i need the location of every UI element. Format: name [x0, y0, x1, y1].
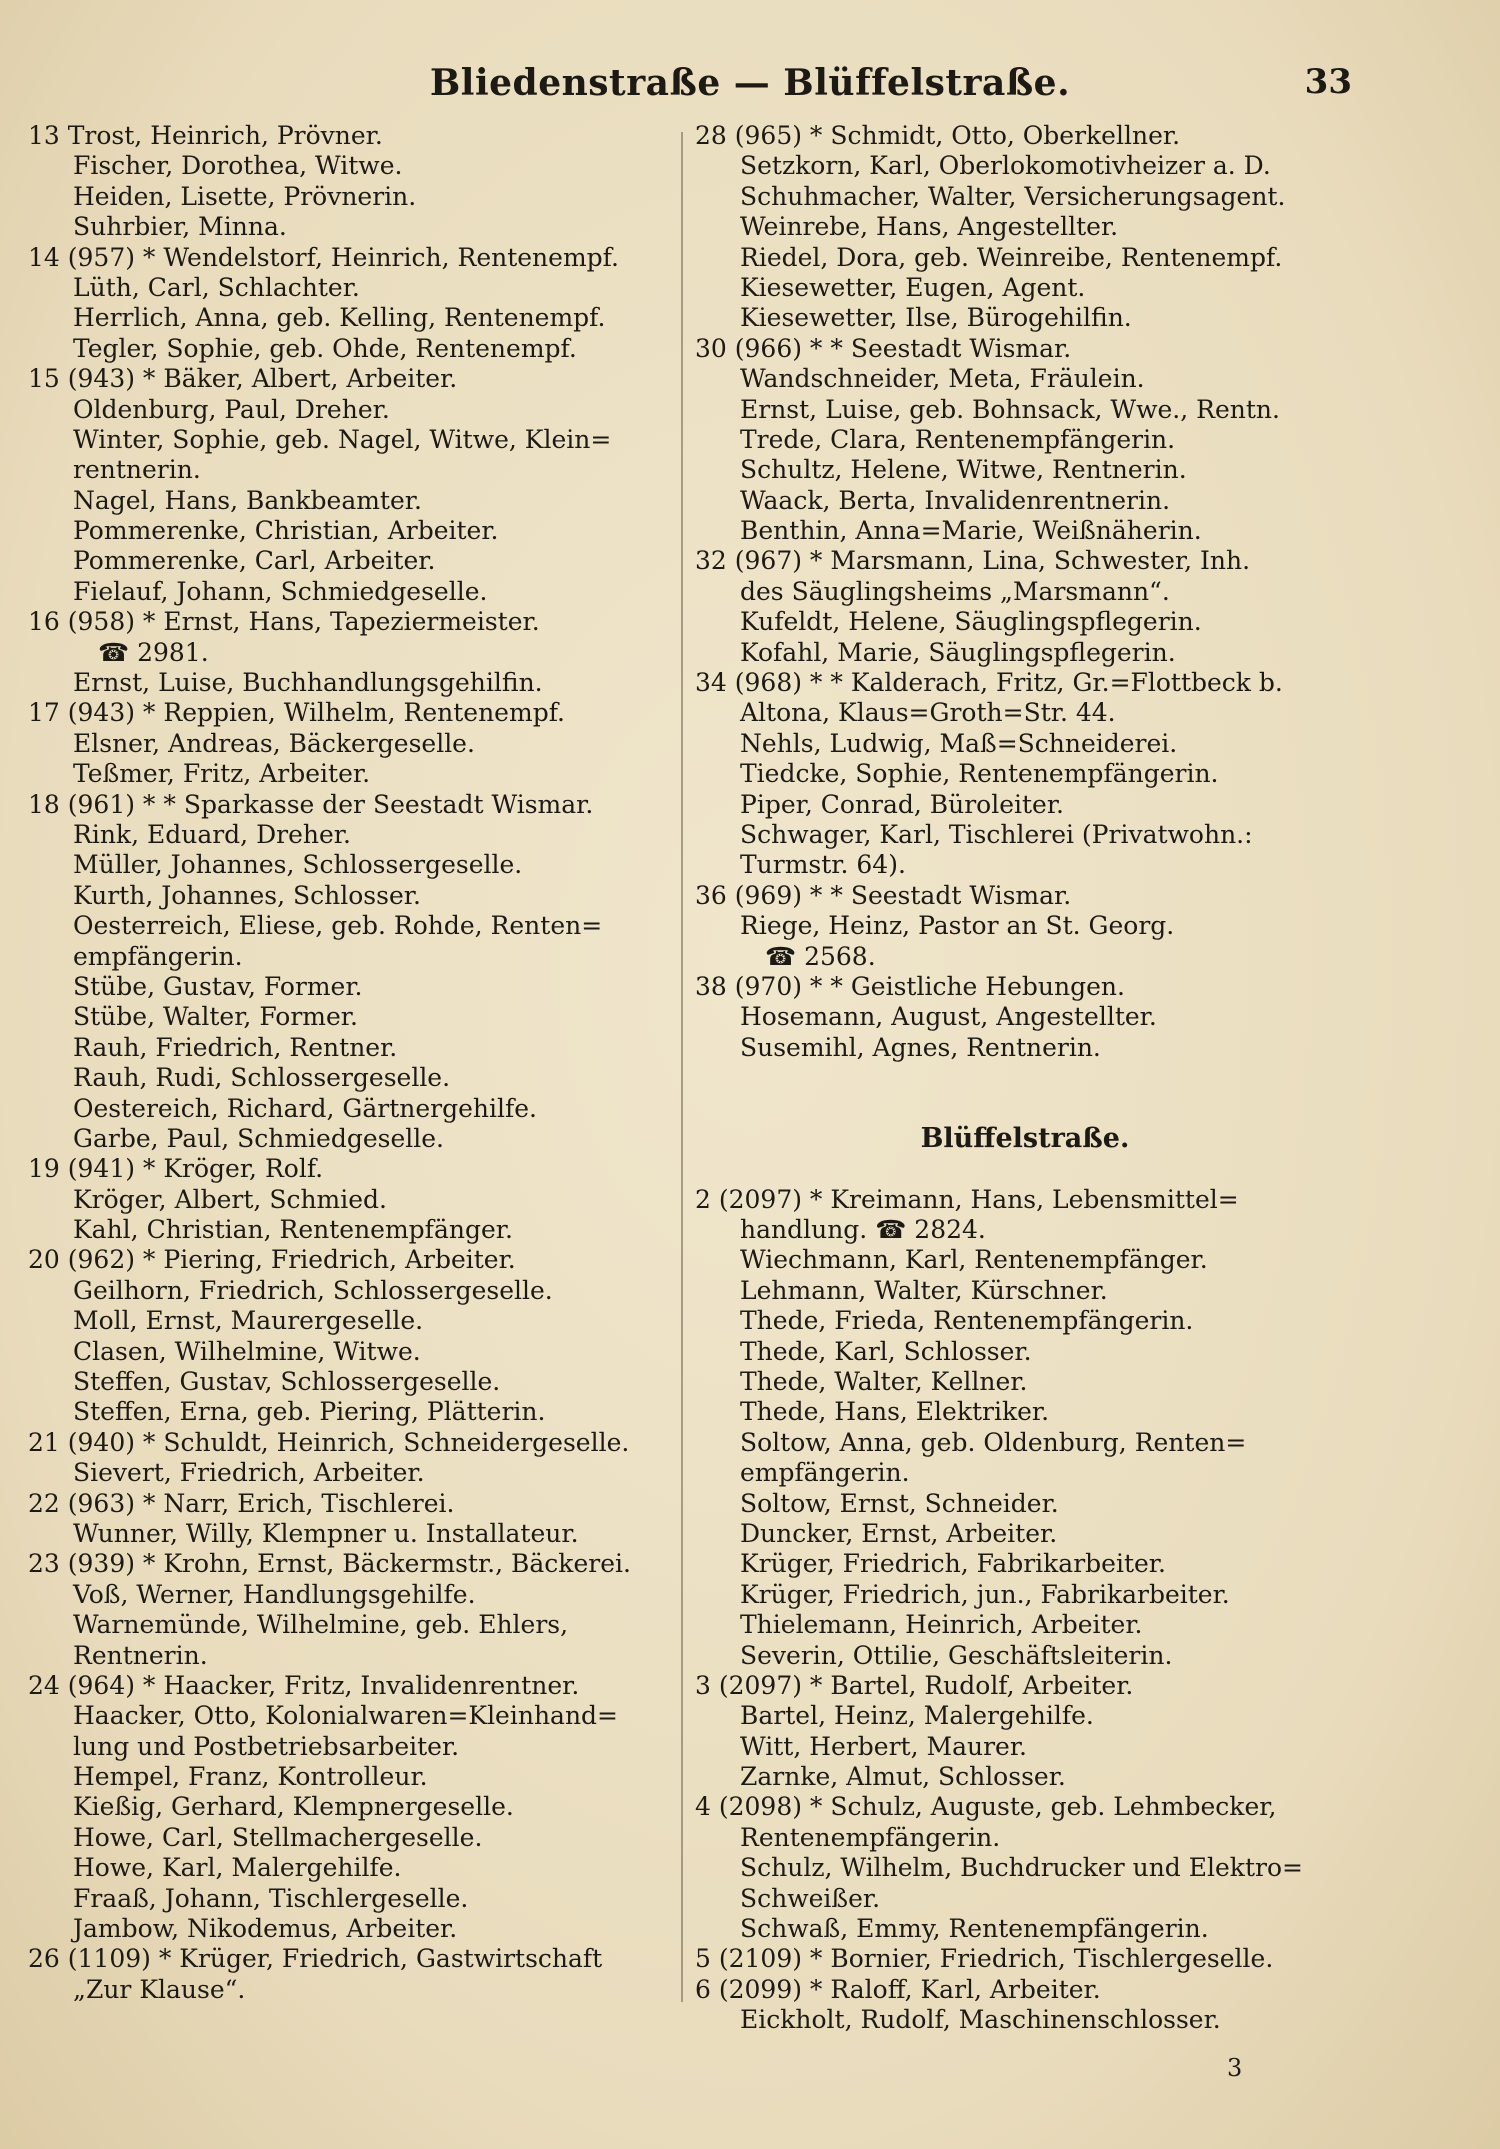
house-entry-line: 28 (965) * Schmidt, Otto, Oberkellner. [695, 121, 1181, 150]
resident-line: Turmstr. 64). [740, 850, 906, 880]
resident-line: Moll, Ernst, Maurergeselle. [73, 1306, 424, 1336]
resident-line: ☎ 2981. [98, 637, 209, 667]
house-entry-line: 21 (940) * Schuldt, Heinrich, Schneidergeselle. [28, 1427, 630, 1457]
resident-line: Lüth, Carl, Schlachter. [73, 272, 360, 302]
resident-line: Riege, Heinz, Pastor an St. Georg. [740, 911, 1175, 941]
resident-line: Kufeldt, Helene, Säuglingspflegerin. [740, 607, 1202, 637]
resident-line: Schweißer. [740, 1883, 881, 1913]
resident-line: Stübe, Walter, Former. [73, 1002, 358, 1032]
house-entry-line: 19 (941) * Kröger, Rolf. [28, 1154, 324, 1184]
resident-line: Piper, Conrad, Büroleiter. [740, 789, 1064, 819]
resident-line: Müller, Johannes, Schlossergeselle. [73, 850, 523, 880]
resident-line: Krüger, Friedrich, Fabrikarbeiter. [740, 1549, 1166, 1579]
resident-line: Thede, Walter, Kellner. [740, 1367, 1028, 1397]
house-entry-line: 3 (2097) * Bartel, Rudolf, Arbeiter. [695, 1670, 1134, 1700]
resident-line: Zarnke, Almut, Schlosser. [740, 1762, 1066, 1792]
resident-line: Thielemann, Heinrich, Arbeiter. [740, 1610, 1143, 1640]
resident-line: Tiedcke, Sophie, Rentenempfängerin. [740, 759, 1219, 789]
resident-line: Altona, Klaus=Groth=Str. 44. [740, 698, 1116, 728]
resident-line: Kießig, Gerhard, Klempnergeselle. [73, 1792, 514, 1822]
resident-line: Kofahl, Marie, Säuglingspflegerin. [740, 637, 1176, 667]
resident-line: Fraaß, Johann, Tischlergeselle. [73, 1883, 469, 1913]
resident-line: Kahl, Christian, Rentenempfänger. [73, 1215, 513, 1245]
resident-line: Winter, Sophie, geb. Nagel, Witwe, Klein= [73, 424, 612, 454]
resident-line: Kiesewetter, Ilse, Bürogehilfin. [740, 303, 1132, 333]
house-entry-line: 2 (2097) * Kreimann, Hans, Lebensmittel= [695, 1184, 1239, 1214]
resident-line: Lehmann, Walter, Kürschner. [740, 1275, 1108, 1305]
resident-line: Soltow, Ernst, Schneider. [740, 1488, 1059, 1518]
resident-line: Kurth, Johannes, Schlosser. [73, 880, 421, 910]
house-entry-line: 20 (962) * Piering, Friedrich, Arbeiter. [28, 1245, 516, 1275]
resident-line: Rentenempfängerin. [740, 1822, 1001, 1852]
resident-line: handlung. ☎ 2824. [740, 1215, 986, 1245]
house-entry-line: 15 (943) * Bäker, Albert, Arbeiter. [28, 364, 458, 394]
house-entry-line: 18 (961) * * Sparkasse der Seestadt Wismar. [28, 789, 594, 819]
house-entry-line: 14 (957) * Wendelstorf, Heinrich, Rentenempf. [28, 242, 619, 272]
resident-line: Teßmer, Fritz, Arbeiter. [73, 759, 371, 789]
house-entry-line: 34 (968) * * Kalderach, Fritz, Gr.=Flottbeck b. [695, 668, 1283, 698]
resident-line: Steffen, Gustav, Schlossergeselle. [73, 1367, 501, 1397]
resident-line: Nagel, Hans, Bankbeamter. [73, 485, 422, 515]
house-entry-line: 32 (967) * Marsmann, Lina, Schwester, Inh. [695, 546, 1251, 576]
resident-line: des Säuglingsheims „Marsmann“. [740, 576, 1170, 606]
resident-line: Bartel, Heinz, Malergehilfe. [740, 1701, 1094, 1731]
resident-line: Kiesewetter, Eugen, Agent. [740, 272, 1086, 302]
resident-line: Warnemünde, Wilhelmine, geb. Ehlers, [73, 1610, 569, 1640]
resident-line: Trede, Clara, Rentenempfängerin. [740, 424, 1176, 454]
printer-signature: 3 [1227, 2054, 1243, 2082]
resident-line: Schuhmacher, Walter, Versicherungsagent. [740, 181, 1286, 211]
resident-line: Eickholt, Rudolf, Maschinenschlosser. [740, 2005, 1221, 2035]
resident-line: Garbe, Paul, Schmiedgeselle. [73, 1123, 444, 1153]
house-entry-line: 5 (2109) * Bornier, Friedrich, Tischlergeselle. [695, 1944, 1274, 1974]
resident-line: Wiechmann, Karl, Rentenempfänger. [740, 1245, 1208, 1275]
house-entry-line: 22 (963) * Narr, Erich, Tischlerei. [28, 1488, 455, 1518]
resident-line: Hosemann, August, Angestellter. [740, 1002, 1157, 1032]
house-entry-line: 36 (969) * * Seestadt Wismar. [695, 880, 1072, 910]
house-entry-line: 23 (939) * Krohn, Ernst, Bäckermstr., Bäckerei. [28, 1549, 631, 1579]
resident-line: Witt, Herbert, Maurer. [740, 1731, 1027, 1761]
resident-line: Thede, Hans, Elektriker. [740, 1397, 1050, 1427]
blank-line [695, 1094, 1355, 1124]
house-entry-line: 24 (964) * Haacker, Fritz, Invalidenrentner. [28, 1670, 580, 1700]
resident-line: Wunner, Willy, Klempner u. Installateur. [73, 1518, 579, 1548]
resident-line: Clasen, Wilhelmine, Witwe. [73, 1336, 421, 1366]
house-entry-line: 38 (970) * * Geistliche Hebungen. [695, 971, 1125, 1001]
resident-line: Rentnerin. [73, 1640, 208, 1670]
resident-line: Hempel, Franz, Kontrolleur. [73, 1762, 428, 1792]
column-divider [681, 132, 683, 2002]
right-column [695, 121, 1355, 2036]
resident-line: Haacker, Otto, Kolonialwaren=Kleinhand= [73, 1701, 619, 1731]
resident-line: Thede, Karl, Schlosser. [740, 1336, 1032, 1366]
resident-line: Herrlich, Anna, geb. Kelling, Rentenempf. [73, 303, 606, 333]
resident-line: Howe, Carl, Stellmachergeselle. [73, 1822, 483, 1852]
resident-line: Tegler, Sophie, geb. Ohde, Rentenempf. [73, 333, 577, 363]
left-column [28, 121, 678, 2005]
resident-line: Pommerenke, Christian, Arbeiter. [73, 516, 499, 546]
resident-line: Riedel, Dora, geb. Weinreibe, Rentenempf. [740, 242, 1283, 272]
resident-line: Stübe, Gustav, Former. [73, 971, 363, 1001]
house-entry-line: 26 (1109) * Krüger, Friedrich, Gastwirtschaft [28, 1944, 603, 1974]
page-title: Bliedenstraße — Blüffelstraße. [429, 62, 1071, 104]
resident-line: Geilhorn, Friedrich, Schlossergeselle. [73, 1275, 553, 1305]
house-entry-line: 13 Trost, Heinrich, Prövner. [28, 121, 383, 150]
resident-line: Oldenburg, Paul, Dreher. [73, 394, 390, 424]
blank-line [695, 1063, 1355, 1093]
house-entry-line: 4 (2098) * Schulz, Auguste, geb. Lehmbecker, [695, 1792, 1277, 1822]
resident-line: Ernst, Luise, geb. Bohnsack, Wwe., Rentn. [740, 394, 1280, 424]
resident-line: Pommerenke, Carl, Arbeiter. [73, 546, 436, 576]
resident-line: Benthin, Anna=Marie, Weißnäherin. [740, 516, 1202, 546]
resident-line: Severin, Ottilie, Geschäftsleiterin. [740, 1640, 1173, 1670]
resident-line: Waack, Berta, Invalidenrentnerin. [740, 485, 1171, 515]
house-entry-line: 30 (966) * * Seestadt Wismar. [695, 333, 1072, 363]
resident-line: Wandschneider, Meta, Fräulein. [740, 364, 1145, 394]
house-entry-line: 17 (943) * Reppien, Wilhelm, Rentenempf. [28, 698, 565, 728]
house-entry-line: 6 (2099) * Raloff, Karl, Arbeiter. [695, 1974, 1101, 2004]
resident-line: Oesterreich, Eliese, geb. Rohde, Renten= [73, 911, 603, 941]
resident-line: Howe, Karl, Malergehilfe. [73, 1853, 402, 1883]
resident-line: Kröger, Albert, Schmied. [73, 1184, 387, 1214]
resident-line: Elsner, Andreas, Bäckergeselle. [73, 728, 475, 758]
resident-line: Rauh, Rudi, Schlossergeselle. [73, 1063, 451, 1093]
resident-line: Duncker, Ernst, Arbeiter. [740, 1518, 1058, 1548]
resident-line: Jambow, Nikodemus, Arbeiter. [73, 1914, 458, 1944]
resident-line: Thede, Frieda, Rentenempfängerin. [740, 1306, 1194, 1336]
resident-line: Setzkorn, Karl, Oberlokomotivheizer a. D. [740, 151, 1271, 181]
resident-line: lung und Postbetriebsarbeiter. [73, 1731, 460, 1761]
blank-line [695, 1154, 1355, 1184]
resident-line: Fielauf, Johann, Schmiedgeselle. [73, 576, 488, 606]
resident-line: Voß, Werner, Handlungsgehilfe. [73, 1579, 476, 1609]
resident-line: Heiden, Lisette, Prövnerin. [73, 181, 417, 211]
resident-line: empfängerin. [740, 1458, 910, 1488]
resident-line: Krüger, Friedrich, jun., Fabrikarbeiter. [740, 1579, 1230, 1609]
resident-line: Schwaß, Emmy, Rentenempfängerin. [740, 1914, 1209, 1944]
resident-line: Rauh, Friedrich, Rentner. [73, 1032, 398, 1062]
resident-line: Schulz, Wilhelm, Buchdrucker und Elektro= [740, 1853, 1303, 1883]
resident-line: Schultz, Helene, Witwe, Rentnerin. [740, 455, 1187, 485]
page-number: 33 [1304, 62, 1352, 102]
resident-line: Steffen, Erna, geb. Piering, Plätterin. [73, 1397, 546, 1427]
resident-line: Schwager, Karl, Tischlerei (Privatwohn.: [740, 819, 1253, 849]
resident-line: Soltow, Anna, geb. Oldenburg, Renten= [740, 1427, 1247, 1457]
resident-line: Fischer, Dorothea, Witwe. [73, 151, 403, 181]
resident-line: Rink, Eduard, Dreher. [73, 819, 351, 849]
resident-line: „Zur Klause“. [73, 1974, 246, 2004]
resident-line: Susemihl, Agnes, Rentnerin. [740, 1032, 1101, 1062]
resident-line: Weinrebe, Hans, Angestellter. [740, 212, 1119, 242]
resident-line: Ernst, Luise, Buchhandlungsgehilfin. [73, 668, 543, 698]
resident-line: rentnerin. [73, 455, 201, 485]
resident-line: Nehls, Ludwig, Maß=Schneiderei. [740, 728, 1178, 758]
page-header [0, 62, 1500, 112]
section-heading: Blüffelstraße. [920, 1123, 1130, 1154]
resident-line: Suhrbier, Minna. [73, 212, 287, 242]
resident-line: Oestereich, Richard, Gärtnergehilfe. [73, 1093, 537, 1123]
resident-line: Sievert, Friedrich, Arbeiter. [73, 1458, 425, 1488]
resident-line: empfängerin. [73, 941, 243, 971]
house-entry-line: 16 (958) * Ernst, Hans, Tapeziermeister. [28, 607, 540, 637]
resident-line: ☎ 2568. [765, 941, 876, 971]
